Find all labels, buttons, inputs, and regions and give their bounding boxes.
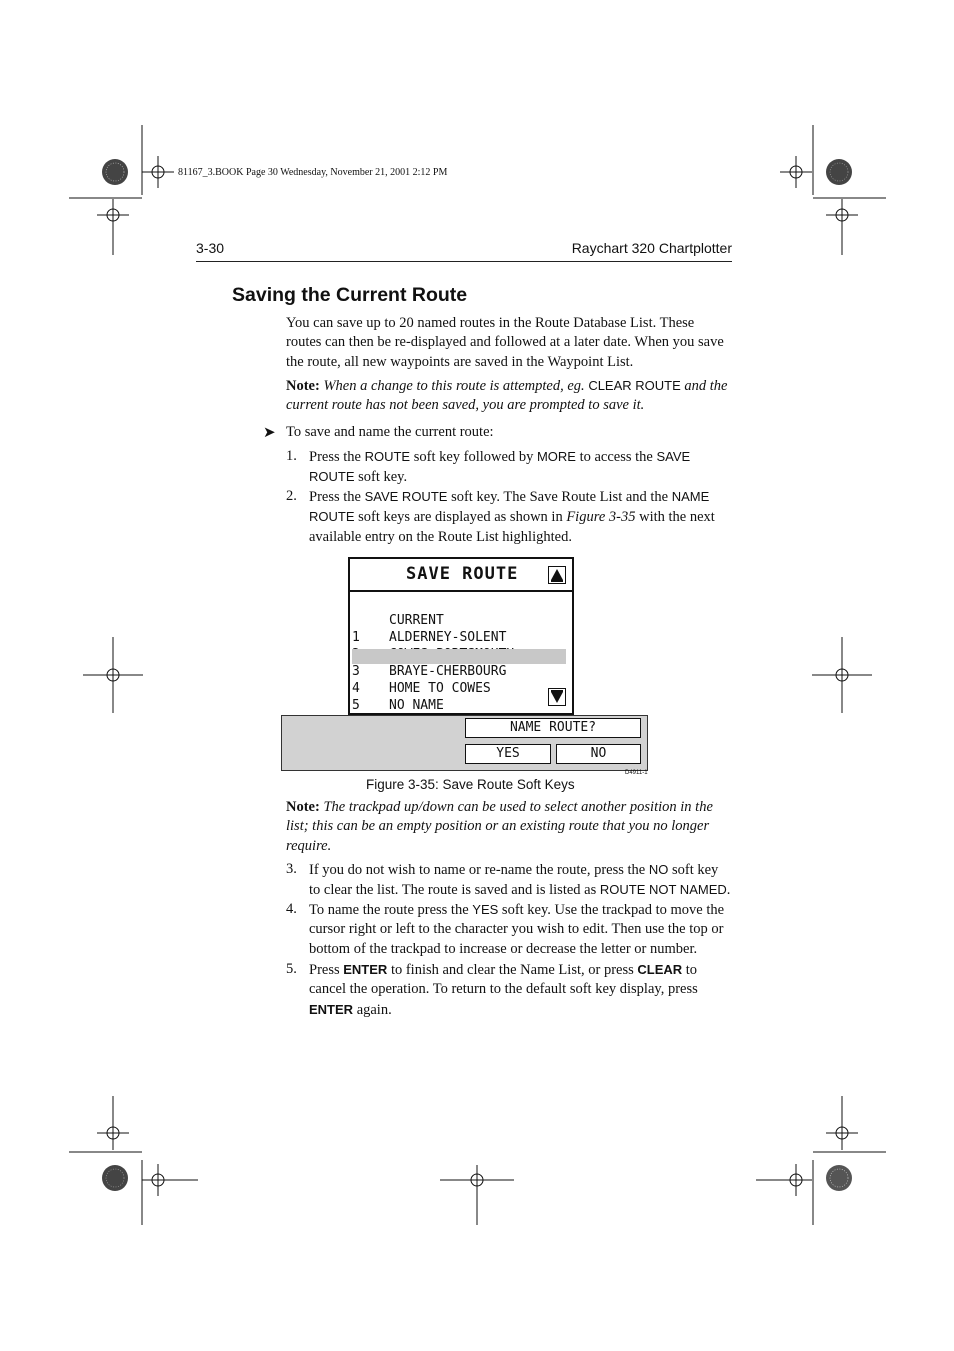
figure-id: D4911-1 [625,770,648,776]
lcd-title: SAVE ROUTE [406,564,519,584]
name-route-softkey[interactable]: NAME ROUTE? [465,718,641,738]
step-2 [286,487,732,547]
note-text: and the current route has not been saved, you are prompted to save it. [286,378,728,414]
step-text: soft keys are displayed as shown in [358,509,563,526]
softkey-name: NAME ROUTE [309,489,710,525]
softkey-name: CLEAR ROUTE [588,378,681,393]
step-text: to finish and clear the Name List, or press [390,962,634,978]
step-text: To name the route press the [309,902,469,918]
softkey-name: SAVE ROUTE [309,449,691,485]
step-text: Press the [309,449,361,465]
route-number: 5 [352,698,360,713]
header-rule [196,261,732,262]
route-name: BRAYE-CHERBOURG [389,664,507,679]
note-text: When a change to this route is attempted, eg. [323,378,585,394]
route-list-item [352,598,566,628]
scroll-up-icon [548,566,566,584]
route-list-item [352,683,542,713]
section-title: Saving the Current Route [232,284,468,306]
button-name: ENTER [309,1001,354,1017]
route-number: 3 [352,664,360,679]
note-text: The trackpad up/down can be used to select another position in the list; this can be an empty position or an existing route that you no longer require. [286,799,713,854]
no-softkey[interactable]: NO [556,744,641,764]
route-number: 1 [352,630,360,645]
step-text: Press [309,962,340,978]
step-3 [286,860,732,901]
page-number: 3-30 [196,240,225,256]
route-list-item-highlighted [352,649,566,679]
route-name: HOME TO COWES [389,681,491,696]
step-text: again. [356,1001,392,1018]
note-label: Note: [286,378,320,394]
running-header-title: Raychart 320 Chartplotter [571,240,732,256]
yes-softkey[interactable]: YES [465,744,551,764]
step-text: Press the [309,489,361,505]
button-name: CLEAR [637,962,683,977]
step-text: soft key. Use the trackpad to move the cursor right or left to the character you wish to edit. Then use the top or bottom of the trackpad to increase or decrease the letter or number. [309,902,725,957]
step-text: to access the [579,449,653,465]
step-text: soft key followed by [413,449,534,465]
step-number: 2. [286,488,297,504]
note-label: Note: [286,799,320,815]
route-name: CURRENT [389,613,444,628]
step-number: 5. [286,961,297,977]
figure-caption: Figure 3-35: Save Route Soft Keys [366,777,575,792]
step-text: If you do not wish to name or re-name the route, press the [309,862,646,878]
step-number: 4. [286,901,297,917]
step-5 [286,960,732,1020]
route-list-item [352,632,566,647]
print-slug: 81167_3.BOOK Page 30 Wednesday, November 21, 2001 2:12 PM [178,167,448,178]
step-text: soft key. [358,469,408,486]
route-list-item [352,615,566,645]
step-text: . [726,882,731,899]
softkey-name: MORE [536,449,576,464]
softkey-name: YES [472,902,499,917]
step-text: soft key to clear the list. The route is saved and is listed as [309,862,719,899]
route-name: NO NAME [389,698,444,713]
lcd-screen [348,557,574,715]
note-1 [286,376,732,416]
step-1 [286,447,732,488]
softkey-name: SAVE ROUTE [364,489,448,504]
step-text: to cancel the operation. To return to the default soft key display, press [309,962,698,998]
button-name: ENTER [343,962,388,977]
lcd-title-bar [350,559,572,592]
step-number: 3. [286,861,297,877]
arrow-bullet-icon: ➤ [263,425,276,441]
step-number: 1. [286,448,297,464]
route-list-item [352,666,566,696]
route-name: ALDERNEY-SOLENT [389,630,507,645]
figure-reference: Figure 3-35 [566,509,636,526]
softkey-name: NO [648,862,669,877]
softkey-name: ROUTE [364,449,411,464]
note-2 [286,798,732,856]
step-text: with the next available entry on the Route List highlighted. [309,509,715,545]
intro-paragraph: You can save up to 20 named routes in the Route Database List. These routes can then be re-displayed and followed at a later date. When you save the route, all new waypoints are saved in the Waypoint List. [286,315,724,370]
scroll-down-icon [548,688,566,706]
route-number: 4 [352,681,360,696]
softkey-name: ROUTE NOT NAMED [599,882,727,898]
softkey-panel [281,715,648,771]
step-4 [286,900,732,959]
procedure-intro: To save and name the current route: [286,424,494,440]
step-text: soft key. The Save Route List and the [451,489,669,505]
